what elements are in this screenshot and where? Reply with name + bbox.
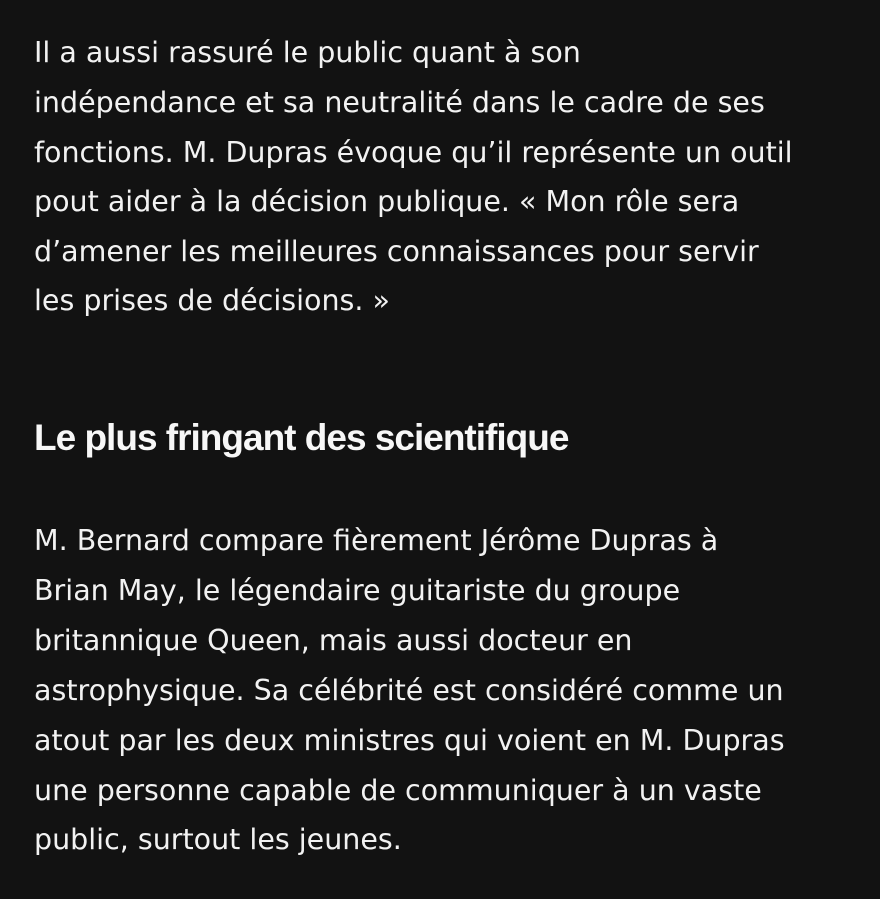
section-heading: Le plus fringant des scientifique: [34, 417, 569, 458]
paragraph-1-line: pout aider à la décision publique. « Mon rôle sera: [34, 185, 740, 218]
paragraph-2-line: M. Bernard compare fièrement Jérôme Dupras à: [34, 524, 719, 557]
paragraph-1-line: fonctions. M. Dupras évoque qu’il représente un outil: [34, 136, 793, 169]
paragraph-2-line: une personne capable de communiquer à un vaste: [34, 774, 762, 807]
paragraph-2-line: astrophysique. Sa célébrité est considéré comme un: [34, 674, 784, 707]
paragraph-2-line: Brian May, le légendaire guitariste du groupe: [34, 574, 681, 607]
paragraph-1-line: les prises de décisions. »: [34, 284, 390, 317]
paragraph-2-line: public, surtout les jeunes.: [34, 823, 402, 856]
paragraph-1-line: Il a aussi rassuré le public quant à son: [34, 36, 581, 69]
paragraph-1-line: d’amener les meilleures connaissances pour servir: [34, 235, 759, 268]
paragraph-2-line: britannique Queen, mais aussi docteur en: [34, 624, 633, 657]
paragraph-2-line: atout par les deux ministres qui voient en M. Dupras: [34, 724, 785, 757]
paragraph-1-line: indépendance et sa neutralité dans le cadre de ses: [34, 86, 765, 119]
